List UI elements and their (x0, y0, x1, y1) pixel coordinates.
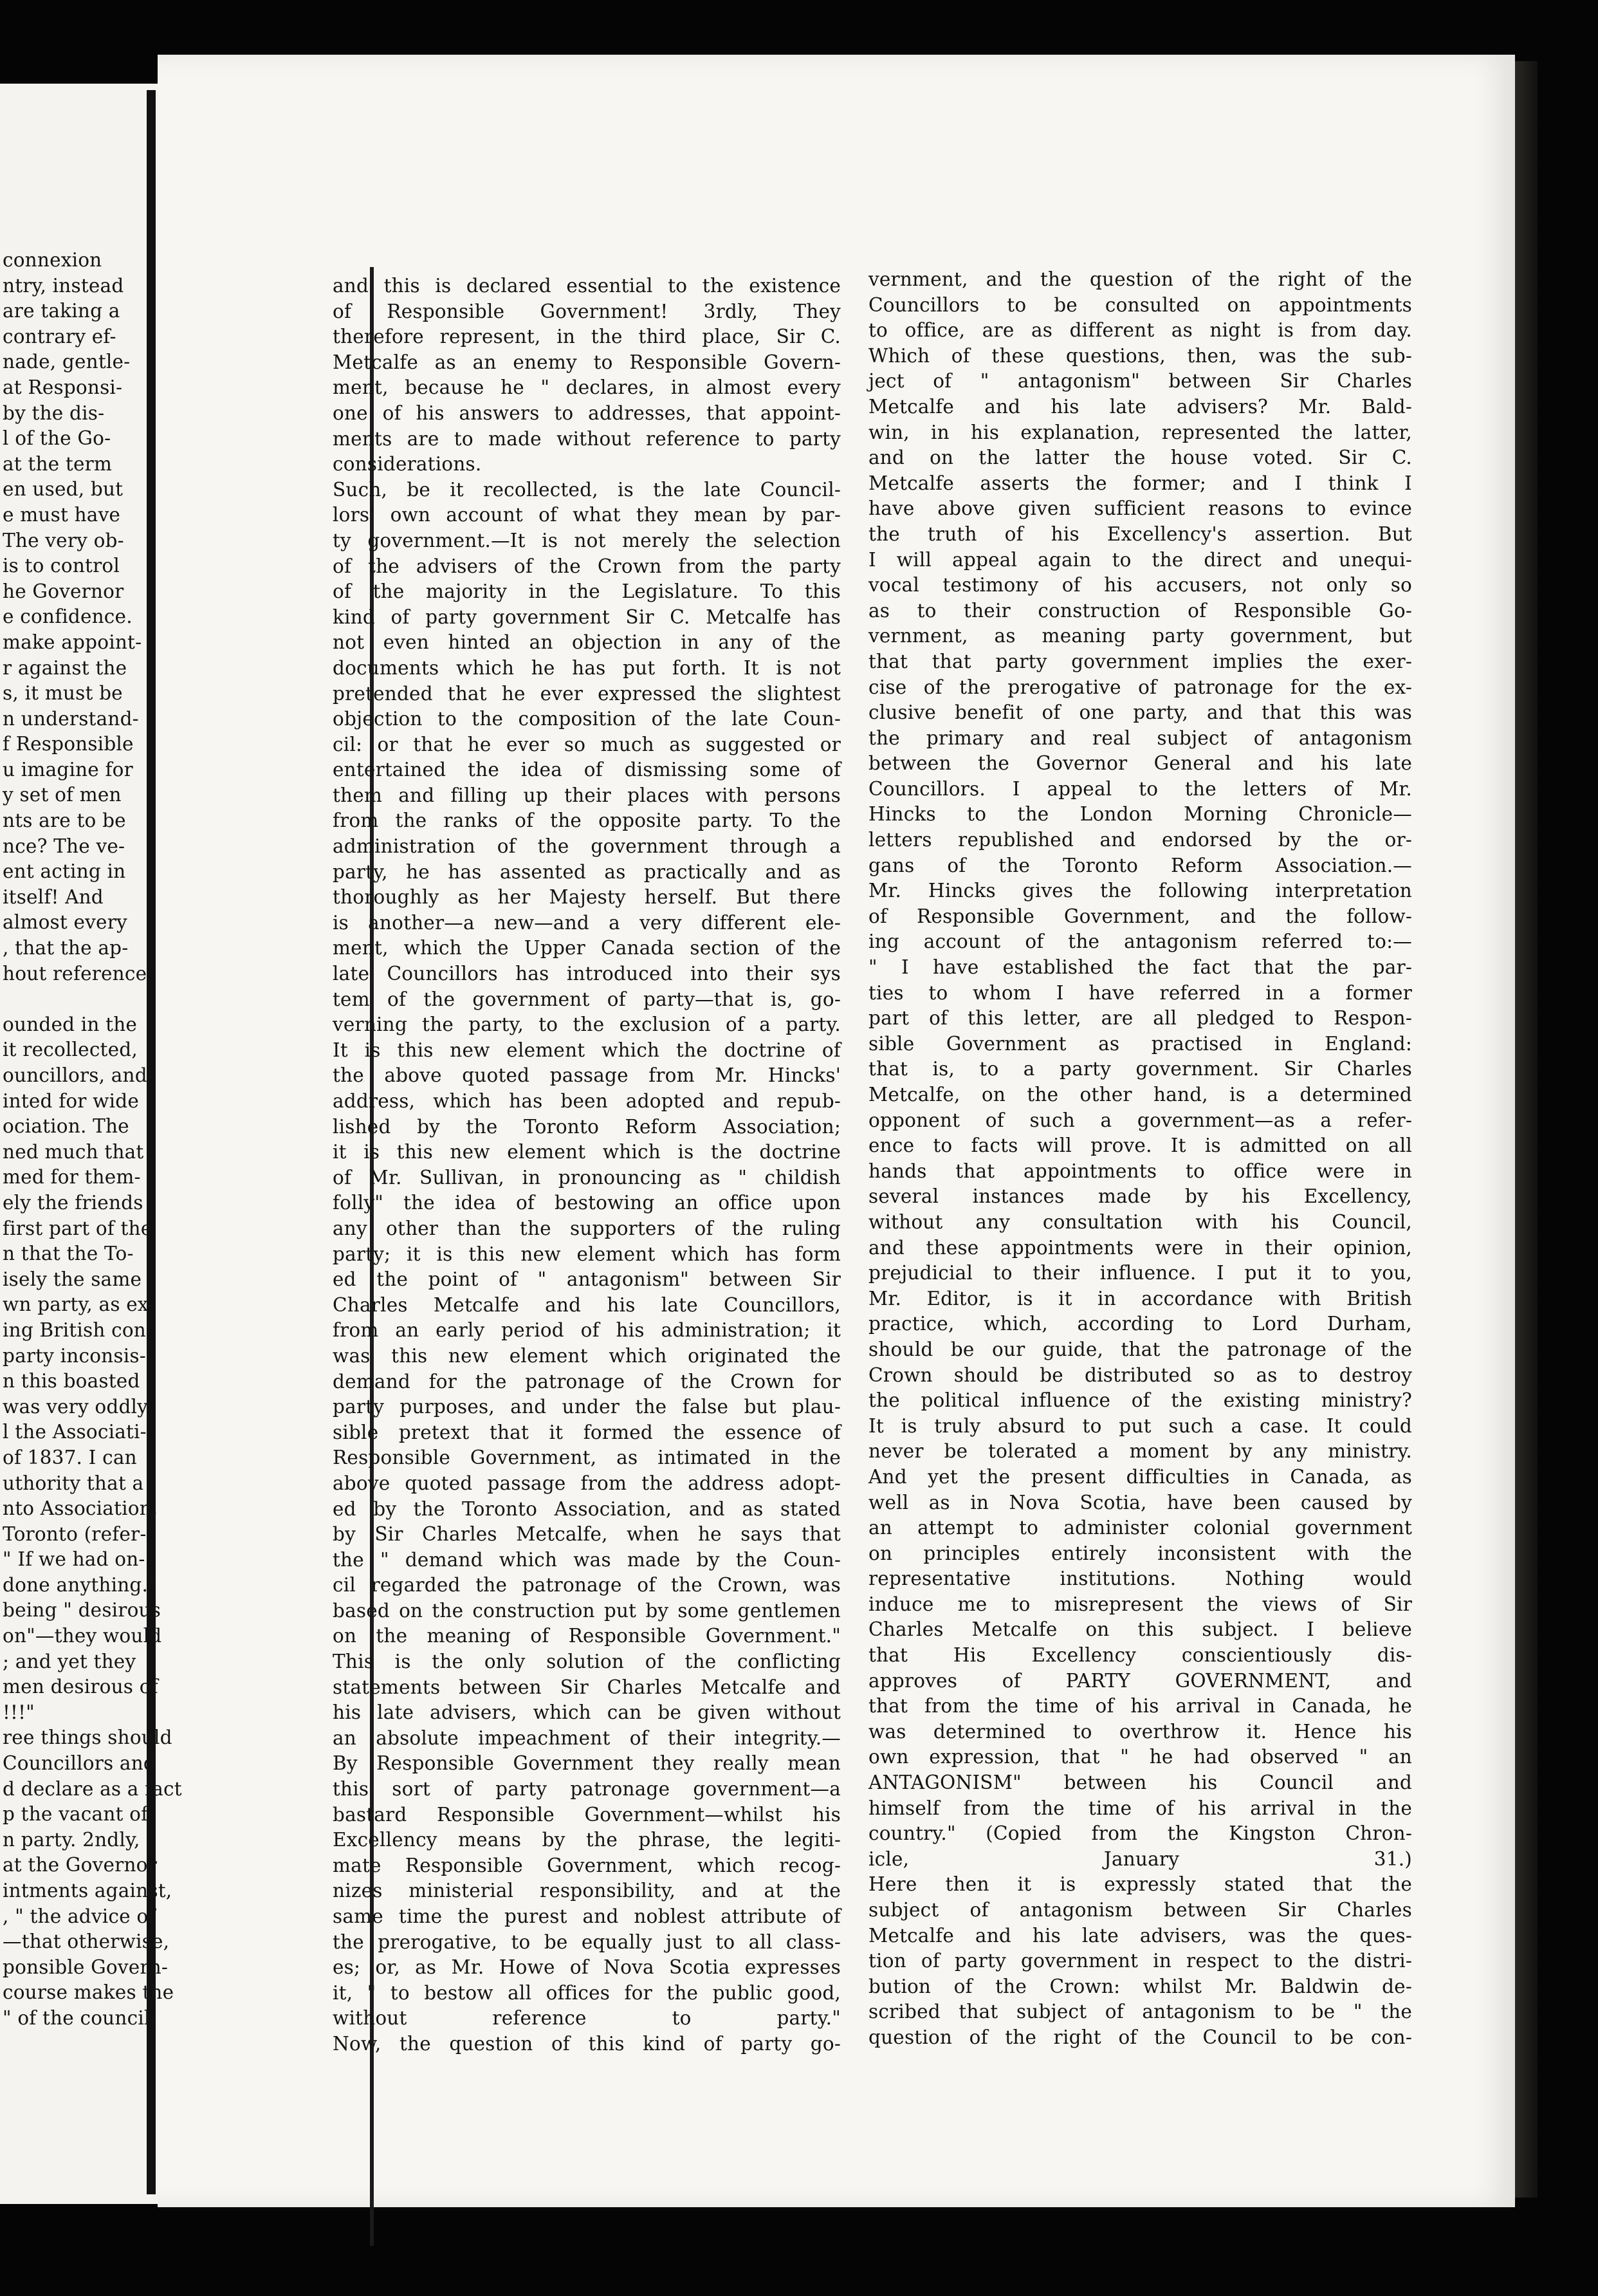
right-column-line: ANTAGONISM" between his Council and (868, 1772, 1412, 1794)
right-column-line: question of the right of the Council to be con- (868, 2026, 1412, 2048)
right-column-line: that is, to a party government. Sir Charles (868, 1058, 1412, 1080)
right-column-line: that that party government implies the exer- (868, 650, 1412, 672)
right-column-line: practice, which, according to Lord Durham, (868, 1313, 1412, 1335)
left-column-line: ent acting in (3, 860, 126, 883)
left-column-line: isely the same (3, 1268, 142, 1290)
right-column-line: vernment, as meaning party government, but (868, 625, 1412, 647)
middle-column-line: of Responsible Government! 3rdly, They (333, 300, 841, 322)
right-column-line: Mr. Editor, is it in accordance with British (868, 1287, 1412, 1310)
middle-column-line: late Councillors has introduced into their sys (333, 963, 841, 985)
left-column-line: nade, gentle- (3, 351, 131, 373)
left-column-line: , that the ap- (3, 937, 129, 959)
right-column-line: as to their construction of Responsible Go- (868, 599, 1412, 622)
right-column-line: ing account of the antagonism referred to:— (868, 930, 1412, 953)
right-column-line: part of this letter, are all pledged to Respon- (868, 1007, 1412, 1030)
middle-column-line: on the meaning of Responsible Government." (333, 1625, 841, 1647)
middle-column-line: the above quoted passage from Mr. Hincks' (333, 1064, 841, 1087)
middle-column-line: Now, the question of this kind of party go- (333, 2032, 841, 2055)
left-column-line: contrary ef- (3, 325, 116, 347)
middle-column-line: the prerogative, to be equally just to all class- (333, 1930, 841, 1953)
left-column-line: med for them- (3, 1166, 141, 1189)
left-column-line: l of the Go- (3, 427, 111, 450)
left-column-line: by the dis- (3, 402, 105, 424)
right-column-line: never be tolerated a moment by any ministry. (868, 1440, 1412, 1463)
right-column-line: Charles Metcalfe on this subject. I believe (868, 1618, 1412, 1641)
left-column-line: done anything." (3, 1573, 157, 1596)
right-column-line: It is truly absurd to put such a case. It could (868, 1414, 1412, 1437)
right-column-line: Metcalfe and his late advisers? Mr. Bald- (868, 395, 1412, 418)
middle-column-line: party; it is this new element which has form (333, 1243, 841, 1265)
middle-column-line: of the majority in the Legislature. To this (333, 580, 841, 603)
left-column-line: almost every (3, 911, 127, 934)
left-column-line: ned much that (3, 1140, 144, 1163)
left-column-line: at the term (3, 452, 113, 475)
right-column-line: ject of " antagonism" between Sir Charles (868, 370, 1412, 393)
right-column-line: Here then it is expressly stated that the (868, 1873, 1412, 1896)
left-column-line: ely the friends (3, 1191, 143, 1214)
middle-column-line: sible pretext that it formed the essence of (333, 1421, 841, 1443)
left-column-line: ing British con- (3, 1319, 153, 1341)
right-column-line: gans of the Toronto Reform Association.— (868, 854, 1412, 876)
right-column-line: the primary and real subject of antagonism (868, 727, 1412, 749)
left-column-line: n understand- (3, 707, 139, 730)
left-column-line: course makes the (3, 1981, 174, 2004)
middle-column-line: pretended that he ever expressed the slightest (333, 682, 841, 705)
right-column-line: the political influence of the existing ministry? (868, 1389, 1412, 1412)
middle-column-line: therefore represent, in the third place, Sir C. (333, 326, 841, 348)
middle-column-line: any other than the supporters of the ruling (333, 1217, 841, 1239)
left-column-line: n that the To- (3, 1243, 134, 1265)
middle-column-line: lors' own account of what they mean by par- (333, 504, 841, 526)
middle-column-line: ment, because he " declares, in almost every (333, 376, 841, 399)
middle-column-line: ment, which the Upper Canada section of the (333, 937, 841, 959)
left-column-line: Councillors and (3, 1752, 156, 1775)
right-column-line: and on the latter the house voted. Sir C. (868, 447, 1412, 469)
right-column-line: without any consultation with his Council, (868, 1210, 1412, 1233)
right-column-line: should be our guide, that the patronage of the (868, 1338, 1412, 1360)
left-column-line: ntry, instead (3, 274, 124, 297)
right-column-line: Metcalfe asserts the former; and I think I (868, 472, 1412, 494)
left-column-line: d declare as a fact (3, 1777, 182, 1800)
middle-column-line: it is this new element which is the doctrine (333, 1141, 841, 1163)
middle-column-line: statements between Sir Charles Metcalfe and (333, 1676, 841, 1698)
middle-column-line: verning the party, to the exclusion of a party. (333, 1014, 841, 1036)
middle-column-line: This is the only solution of the conflicting (333, 1651, 841, 1673)
right-column-line: an attempt to administer colonial government (868, 1517, 1412, 1539)
left-column-line: u imagine for (3, 758, 133, 781)
middle-column-line: is another—a new—and a very different ele- (333, 911, 841, 934)
left-column-line: ouncillors, and (3, 1064, 147, 1086)
middle-column-line: thoroughly as her Majesty herself. But there (333, 886, 841, 909)
left-column-line: en used, but (3, 478, 124, 501)
middle-column-line: party purposes, and under the false but plau- (333, 1396, 841, 1418)
middle-column-line: documents which he has put forth. It is not (333, 656, 841, 679)
right-column-line: several instances made by his Excellency, (868, 1185, 1412, 1208)
right-column-line: bution of the Crown: whilst Mr. Baldwin de- (868, 1975, 1412, 1997)
right-column-line: country." (Copied from the Kingston Chron- (868, 1822, 1412, 1845)
left-column-line: n this boasted (3, 1370, 140, 1393)
left-column-line: e must have (3, 503, 121, 526)
left-column-line: ociation. The (3, 1115, 129, 1138)
middle-column-line: above quoted passage from the address adopt- (333, 1472, 841, 1494)
left-column-line: itself! And (3, 885, 104, 908)
right-column-line: Metcalfe and his late advisers, was the ques- (868, 1924, 1412, 1947)
middle-column-line: same time the purest and noblest attribute of (333, 1905, 841, 1927)
middle-column-line: cil regarded the patronage of the Crown, was (333, 1574, 841, 1597)
middle-column-line: address, which has been adopted and repub- (333, 1090, 841, 1112)
left-column-line: l the Associati- (3, 1421, 147, 1443)
middle-column-line: It is this new element which the doctrine of (333, 1039, 841, 1061)
newspaper-page (158, 55, 1515, 2207)
left-column-line: y set of men (3, 784, 122, 806)
left-column-line: nto Association, (3, 1497, 158, 1520)
middle-column-line: es; or, as Mr. Howe of Nova Scotia expresses (333, 1956, 841, 1979)
middle-column-line: not even hinted an objection in any of the (333, 631, 841, 654)
left-column-line: e confidence. (3, 606, 133, 628)
right-column-line: scribed that subject of antagonism to be " the (868, 2001, 1412, 2023)
right-column-line: clusive benefit of one party, and that this was (868, 701, 1412, 724)
left-column-line: he Governor (3, 580, 124, 602)
right-column-line: was determined to overthrow it. Hence his (868, 1720, 1412, 1743)
left-column-line: nts are to be (3, 810, 126, 832)
middle-column-line: ed by the Toronto Association, and as stated (333, 1497, 841, 1520)
left-column-line: being " desirous (3, 1599, 161, 1622)
right-column-line: ties to whom I have referred in a former (868, 981, 1412, 1004)
right-column-line: have above given sufficient reasons to evince (868, 497, 1412, 520)
middle-column (333, 273, 841, 2057)
left-column-line: ponsible Govern- (3, 1956, 169, 1978)
left-column-line: make appoint- (3, 631, 142, 653)
left-column-line: at the Governor (3, 1854, 157, 1876)
left-column-line: of 1837. I can (3, 1446, 137, 1468)
middle-column-line: bastard Responsible Government—whilst his (333, 1803, 841, 1826)
middle-column-line: this sort of party patronage government—a (333, 1778, 841, 1801)
right-column-line: Crown should be distributed so as to destroy (868, 1364, 1412, 1386)
right-column-line: letters republished and endorsed by the or- (868, 829, 1412, 851)
middle-column-line: the " demand which was made by the Coun- (333, 1548, 841, 1571)
middle-column-line: considerations. (333, 453, 482, 476)
left-column-line: f Responsible (3, 733, 134, 755)
middle-column-line: by Sir Charles Metcalfe, when he says that (333, 1523, 841, 1546)
right-column-line: Metcalfe, on the other hand, is a determined (868, 1084, 1412, 1106)
middle-column-line: By Responsible Government they really mean (333, 1752, 841, 1775)
right-column-line: opponent of such a government—as a refer- (868, 1109, 1412, 1131)
left-column-line: The very ob- (3, 529, 124, 551)
middle-column-line: and this is declared essential to the existence (333, 275, 841, 297)
right-column-line: approves of PARTY GOVERNMENT, and (868, 1669, 1412, 1692)
middle-column-line: was this new element which originated the (333, 1344, 841, 1367)
left-column-line: nce? The ve- (3, 835, 125, 857)
right-column-line: induce me to misrepresent the views of Sir (868, 1593, 1412, 1615)
middle-column-line: based on the construction put by some gentlemen (333, 1599, 841, 1622)
left-column-line: Toronto (refer- (3, 1523, 147, 1545)
left-column-line: ree things should (3, 1727, 172, 1749)
middle-column-line: Charles Metcalfe and his late Councillors, (333, 1293, 841, 1316)
right-column-line: prejudicial to their influence. I put it to you, (868, 1262, 1412, 1284)
middle-column-line: Excellency means by the phrase, the legiti- (333, 1829, 841, 1851)
right-column-line: of Responsible Government, and the follow- (868, 905, 1412, 927)
right-column-line: And yet the present difficulties in Canada, as (868, 1465, 1412, 1488)
right-column-line: subject of antagonism between Sir Charles (868, 1899, 1412, 1921)
middle-column-line: party, he has assented as practically and as (333, 860, 841, 883)
middle-column-line: objection to the composition of the late Coun- (333, 708, 841, 730)
right-column-line: own expression, that " he had observed " an (868, 1746, 1412, 1768)
left-column-line: intments against, (3, 1880, 172, 1902)
left-column-line: r against the (3, 656, 127, 679)
middle-column-line: one of his answers to addresses, that appoint- (333, 402, 841, 424)
left-column-line (3, 986, 186, 1012)
left-column-line: ounded in the (3, 1013, 138, 1035)
middle-column-line: ments are to made without reference to party (333, 427, 841, 450)
left-column-line: ; and yet they (3, 1650, 136, 1672)
right-column-line: hands that appointments to office were in (868, 1160, 1412, 1182)
left-column-line: it recollected, (3, 1039, 138, 1061)
middle-column-line: Metcalfe as an enemy to Responsible Govern- (333, 351, 841, 373)
right-column-line: " I have established the fact that the par- (868, 956, 1412, 979)
middle-column-line: ed the point of " antagonism" between Sir (333, 1268, 841, 1291)
middle-column-line: entertained the idea of dismissing some of (333, 759, 841, 781)
middle-column-line: of Mr. Sullivan, in pronouncing as " childish (333, 1166, 841, 1189)
left-column-line: first part of the (3, 1217, 152, 1239)
right-column-line: Which of these questions, then, was the sub- (868, 344, 1412, 367)
right-column-line: I will appeal again to the direct and unequi- (868, 548, 1412, 571)
middle-column-line: lished by the Toronto Reform Association; (333, 1115, 841, 1138)
middle-column-line: administration of the government through a (333, 835, 841, 858)
right-column-line: ence to facts will prove. It is admitted on all (868, 1134, 1412, 1157)
left-column-line: " of the council; (3, 2006, 157, 2029)
left-column-line: uthority that a (3, 1472, 144, 1494)
middle-column-line: Responsible Government, as intimated in the (333, 1447, 841, 1469)
left-column-line: party inconsis- (3, 1344, 146, 1367)
middle-column-line: mate Responsible Government, which recog- (333, 1854, 841, 1876)
left-column-line: men desirous of (3, 1676, 158, 1698)
right-column (868, 267, 1412, 2051)
left-column-line: on"—they would (3, 1625, 162, 1647)
right-column-line: icle, January 31.) (868, 1847, 1412, 1870)
middle-column-line: tem of the government of party—that is, go- (333, 988, 841, 1010)
left-column-line: p the vacant of- (3, 1803, 154, 1826)
left-column-line: , " the advice of (3, 1905, 156, 1927)
left-column-line: " If we had on- (3, 1548, 145, 1571)
left-column-line: hout reference (3, 962, 147, 985)
left-column (3, 248, 186, 2032)
right-column-line: cise of the prerogative of patronage for the ex- (868, 676, 1412, 698)
left-column-line: are taking a (3, 300, 120, 322)
middle-column-line: ty government.—It is not merely the selection (333, 529, 841, 551)
right-column-line: vernment, and the question of the right of the (868, 268, 1412, 290)
middle-column-line: kind of party government Sir C. Metcalfe has (333, 606, 841, 628)
left-column-line: wn party, as ex- (3, 1293, 155, 1316)
left-column-line: —that otherwise, (3, 1930, 170, 1953)
middle-column-line: of the advisers of the Crown from the party (333, 555, 841, 577)
right-column-line: win, in his explanation, represented the latter, (868, 421, 1412, 443)
right-column-line: Mr. Hincks gives the following interpretation (868, 880, 1412, 902)
left-column-line: !!!" (3, 1701, 35, 1723)
left-column-line: inted for wide (3, 1089, 139, 1112)
middle-column-line: without reference to party." (333, 2007, 841, 2030)
middle-column-line: nizes ministerial responsibility, and at the (333, 1880, 841, 1902)
left-column-line: s, it must be (3, 682, 123, 705)
right-column-line: that from the time of his arrival in Canada, he (868, 1695, 1412, 1717)
left-column-line: connexion (3, 249, 102, 271)
right-column-line: that His Excellency conscientiously dis- (868, 1644, 1412, 1667)
right-column-line: the truth of his Excellency's assertion. But (868, 523, 1412, 545)
middle-column-line: it, " to bestow all offices for the public good, (333, 1981, 841, 2004)
left-column-line: was very oddly (3, 1395, 149, 1418)
middle-column-line: an absolute impeachment of their integrity.— (333, 1727, 841, 1749)
left-column-line: is to control (3, 555, 120, 577)
middle-column-line: demand for the patronage of the Crown for (333, 1370, 841, 1393)
right-column-line: between the Governor General and his late (868, 752, 1412, 775)
right-column-line: Hincks to the London Morning Chronicle— (868, 803, 1412, 826)
right-column-line: tion of party government in respect to the distri- (868, 1950, 1412, 1972)
right-column-line: Councillors. I appeal to the letters of Mr. (868, 777, 1412, 800)
left-column-line: n party. 2ndly, (3, 1828, 140, 1851)
right-column-line: vocal testimony of his accusers, not only so (868, 574, 1412, 597)
right-column-line: Councillors to be consulted on appointments (868, 293, 1412, 316)
middle-column-line: cil: or that he ever so much as suggested or (333, 733, 841, 755)
middle-column-line: his late advisers, which can be given without (333, 1701, 841, 1724)
middle-column-line: them and filling up their places with persons (333, 784, 841, 806)
left-column-line: at Responsi- (3, 376, 123, 398)
right-column-line: on principles entirely inconsistent with the (868, 1542, 1412, 1564)
middle-column-line: Such, be it recollected, is the late Council- (333, 478, 841, 501)
right-column-line: representative institutions. Nothing would (868, 1568, 1412, 1590)
right-column-line: and these appointments were in their opinion, (868, 1236, 1412, 1259)
middle-column-line: from the ranks of the opposite party. To the (333, 810, 841, 832)
right-column-line: to office, are as different as night is from day. (868, 319, 1412, 342)
middle-column-line: folly" the idea of bestowing an office upon (333, 1192, 841, 1214)
right-column-line: well as in Nova Scotia, have been caused by (868, 1491, 1412, 1514)
right-column-line: sible Government as practised in England: (868, 1032, 1412, 1055)
right-column-line: himself from the time of his arrival in the (868, 1797, 1412, 1819)
middle-column-line: from an early period of his administration; it (333, 1319, 841, 1342)
